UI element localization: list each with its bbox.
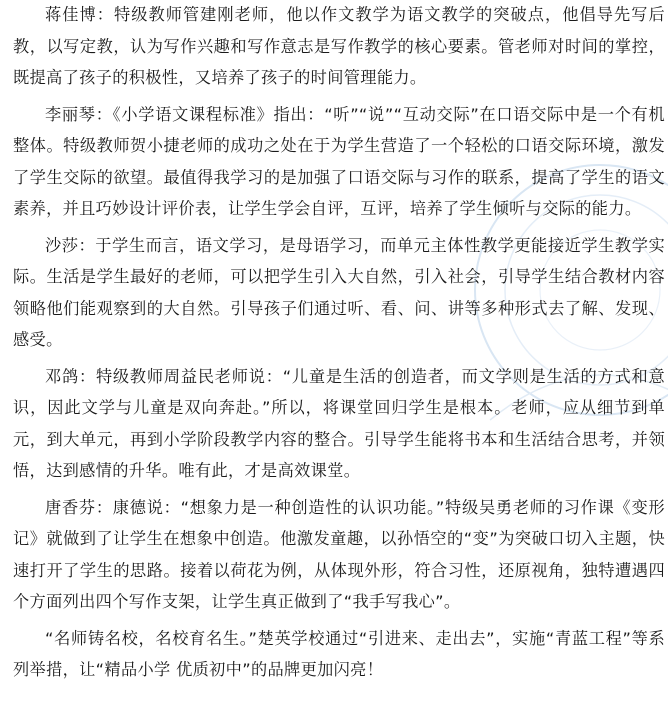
- paragraph-li-liqin: 李丽琴：《小学语文课程标准》指出：“听”“说”“互动交际”在口语交际中是一个有机整体。特级教师贺小捷老师的成功之处在于为学生营造了一个轻松的口语交际环境，激发了学生交际的欲望。最值得我学习的是加强了口语交际与习作的联系，提高了学生的语文素养，并且巧妙设计评价表，让学生学会自评，互评，培养了学生倾听与交际的能力。: [13, 104, 665, 218]
- paragraph-deng-ge: 邓鸽：特级教师周益民老师说：“儿童是生活的创造者，而文学则是生活的方式和意识，因此文学与儿童是双向奔赴。”所以，将课堂回归学生是根本。老师，应从细节到单元，到大单元，再到小学阶段教学内容的整合。引导学生能将书本和生活结合思考，并领悟，达到感情的升华。唯有此，才是高效课堂。: [13, 366, 665, 480]
- paragraph-sha-sha: 沙莎：于学生而言，语文学习，是母语学习，而单元主体性教学更能接近学生教学实际。生活是学生最好的老师，可以把学生引入大自然，引入社会，引导学生结合教材内容领略他们能观察到的大自然。引导孩子们通过听、看、问、讲等多种形式去了解、发现、感受。: [13, 235, 665, 349]
- article-body: [13, 0, 665, 691]
- paragraph-jiang-jiabo: 蒋佳博：特级教师管建刚老师，他以作文教学为语文教学的突破点，他倡导先写后教，以写定教，认为写作兴趣和写作意志是写作教学的核心要素。管老师对时间的掌控，既提高了孩子的积极性，又培养了孩子的时间管理能力。: [13, 5, 665, 87]
- paragraph-closing: “名师铸名校，名校育名生。”楚英学校通过“引进来、走出去”，实施“青蓝工程”等系列举措，让“精品小学 优质初中”的品牌更加闪亮！: [13, 628, 665, 679]
- paragraph-tang-xiangfen: 唐香芬：康德说：“想象力是一种创造性的认识功能。”特级吴勇老师的习作课《变形记》就做到了让学生在想象中创造。他激发童趣，以孙悟空的“变”为突破口切入主题，快速打开了学生的思路。接着以荷花为例，从体现外形，符合习性，还原视角，独特遭遇四个方面列出四个写作支架，让学生真正做到了“我手写我心”。: [13, 497, 665, 611]
